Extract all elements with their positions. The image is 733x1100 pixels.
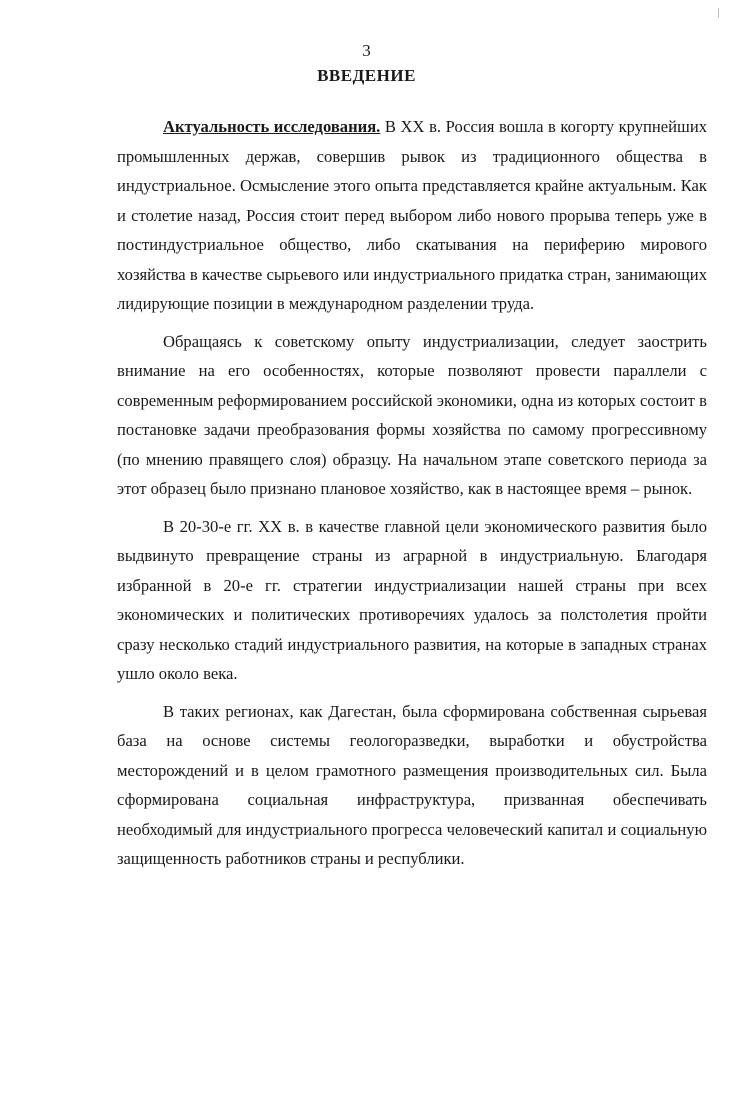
paragraph-industrialization <box>117 512 707 689</box>
scan-mark <box>718 8 719 18</box>
paragraph-relevance <box>117 112 707 319</box>
paragraph-text: В XX в. Россия вошла в когорту крупнейших промышленных держав, совершив рывок из традиционного общества в индустриальное. Осмысление этого опыта представляется крайне актуальным. Как и столетие назад, Россия стоит перед выбором либо нового прорыва теперь уже в постиндустриальное общество, либо скатывания на периферию мирового хозяйства в качестве сырьевого или индустриального придатка стран, занимающих лидирующие позиции в международном разделении труда. <box>117 117 707 313</box>
section-heading: ВВЕДЕНИЕ <box>317 66 416 85</box>
paragraph-text: В таких регионах, как Дагестан, была сформирована собственная сырьевая база на основе системы геологоразведки, выработки и обустройства месторождений и в целом грамотного размещения производительных сил. Была сформирована социальная инфраструктура, призванная обеспечивать необходимый для индустриального прогресса человеческий капитал и социальную защищенность работников страны и республики. <box>117 701 707 868</box>
body-text <box>117 112 707 882</box>
paragraph-text: Обращаясь к советскому опыту индустриализации, следует заострить внимание на его особенностях, которые позволяют провести параллели с современным реформированием российской экономики, одна из которых состоит в постановке задачи преобразования формы хозяйства по самому прогрессивному (по мнению правящего слоя) образцу. На начальном этапе советского периода за этот образец было признано плановое хозяйство, как в настоящее время – рынок. <box>117 331 707 498</box>
paragraph-lead: Актуальность исследования. <box>163 117 381 136</box>
paragraph-text: В 20-30-е гг. XX в. в качестве главной цели экономического развития было выдвинуто превращение страны из аграрной в индустриальную. Благодаря избранной в 20-е гг. стратегии индустриализации нашей страны при всех экономических и политических противоречиях удалось за полстолетия пройти сразу несколько стадий индустриального развития, на которые в западных странах ушло около века. <box>117 516 707 683</box>
page-number: 3 <box>362 41 371 60</box>
paragraph-soviet-experience <box>117 327 707 504</box>
paragraph-dagestan <box>117 697 707 874</box>
